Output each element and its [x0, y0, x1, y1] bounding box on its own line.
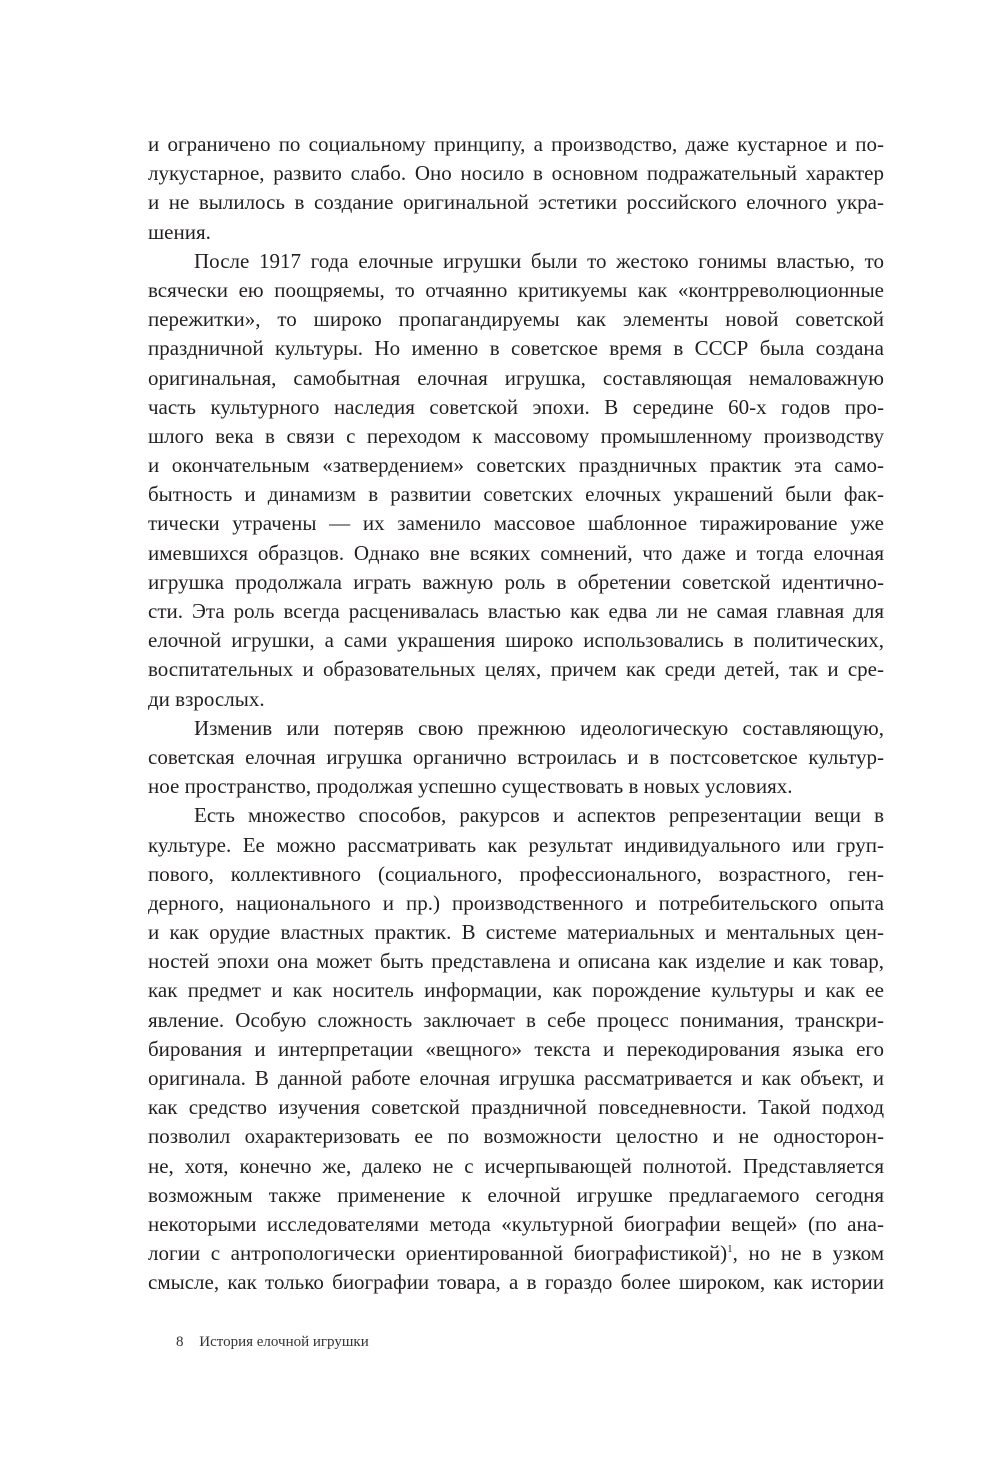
text-line: некоторыми исследователями метода «культурной биографии вещей» (по ана- [148, 1211, 884, 1236]
text-line-with-footnote [148, 1239, 884, 1268]
text-line: Есть множество способов, ракурсов и аспектов репрезентации вещи в [194, 803, 884, 828]
text-line: дерного, национального и пр.) производственного и потребительского опыта [148, 890, 884, 915]
text-line: оригинальная, самобытная елочная игрушка, составляющая немаловажную [148, 365, 884, 390]
text-line: и ограничено по социальному принципу, а производство, даже кустарное и по- [148, 132, 884, 156]
text-line: имевшихся образцов. Однако вне всяких сомнений, что даже и тогда елочная [148, 540, 884, 565]
text-line-end: , но не в узком [732, 1241, 884, 1266]
text-line: возможным также применение к елочной игрушке предлагаемого сегодня [148, 1182, 884, 1207]
text-line: воспитательных и образовательных целях, причем как среди детей, так и сре- [148, 657, 884, 682]
text-line: и как орудие властных практик. В системе материальных и ментальных цен- [148, 920, 884, 945]
text-line: смысле, как только биографии товара, а в гораздо более широком, как истории [148, 1270, 884, 1295]
text-line: явление. Особую сложность заключает в себе процесс понимания, транскри- [148, 1007, 884, 1032]
text-line: Изменив или потеряв свою прежнюю идеологическую составляющую, [194, 715, 884, 740]
text-line: часть культурного наследия советской эпохи. В середине 60-х годов про- [148, 394, 884, 419]
text-line: и окончательным «затвердением» советских праздничных практик эта само- [148, 453, 884, 478]
text-line: После 1917 года елочные игрушки были то жестоко гонимы властью, то [194, 248, 884, 273]
text-line: шлого века в связи с переходом к массовому промышленному производству [148, 423, 884, 448]
page-number: 8 [176, 1334, 184, 1350]
running-title: История елочной игрушки [199, 1334, 369, 1350]
text-line: сти. Эта роль всегда расценивалась властью как едва ли не самая главная для [148, 599, 884, 623]
page-footer [176, 1334, 369, 1351]
text-line: ди взрослых. [148, 686, 265, 711]
text-line: пового, коллективного (социального, профессионального, возрастного, ген- [148, 861, 884, 886]
text-line: тически утрачены — их заменило массовое шаблонное тиражирование уже [148, 511, 884, 536]
text-line: ностей эпохи она может быть представлена и описана как изделие и как товар, [148, 949, 884, 974]
text-line: как средство изучения советской праздничной повседневности. Такой подход [148, 1095, 884, 1120]
text-line: не, хотя, конечно же, далеко не с исчерпывающей полнотой. Представляется [148, 1153, 884, 1178]
text-line: игрушка продолжала играть важную роль в обретении советской идентично- [148, 569, 884, 594]
text-line: культуре. Ее можно рассматривать как результат индивидуального или груп- [148, 832, 884, 857]
text-line: всячески ею поощряемы, то отчаянно критикуемы как «контрреволюционные [148, 277, 884, 302]
text-line: лукустарное, развито слабо. Оно носило в основном подражательный характер [148, 161, 884, 186]
text-line: пережитки», то широко пропагандируемы как элементы новой советской [148, 307, 884, 332]
text-line: как предмет и как носитель информации, как порождение культуры и как ее [148, 978, 884, 1003]
body-text [148, 130, 884, 1298]
footnote-reference[interactable]: 1 [727, 1243, 733, 1256]
text-line-start: логии с антропологически ориентированной биографистикой) [148, 1241, 728, 1266]
text-line: ное пространство, продолжая успешно существовать в новых условиях. [148, 774, 793, 799]
text-line: бирования и интерпретации «вещного» текста и перекодирования языка его [148, 1036, 884, 1061]
text-line: позволил охарактеризовать ее по возможности целостно и не односторон- [148, 1124, 884, 1149]
text-line: оригинала. В данной работе елочная игрушка рассматривается и как объект, и [148, 1066, 884, 1090]
text-line: елочной игрушки, а сами украшения широко использовались в политических, [148, 628, 884, 653]
text-line: и не вылилось в создание оригинальной эстетики российского елочного укра- [148, 190, 884, 215]
text-line: праздничной культуры. Но именно в советское время в СССР была создана [148, 336, 884, 361]
text-line: бытность и динамизм в развитии советских елочных украшений были фак- [148, 482, 884, 507]
text-line: шения. [148, 219, 211, 244]
text-line: советская елочная игрушка органично встроилась и в постсоветское культур- [148, 744, 884, 769]
